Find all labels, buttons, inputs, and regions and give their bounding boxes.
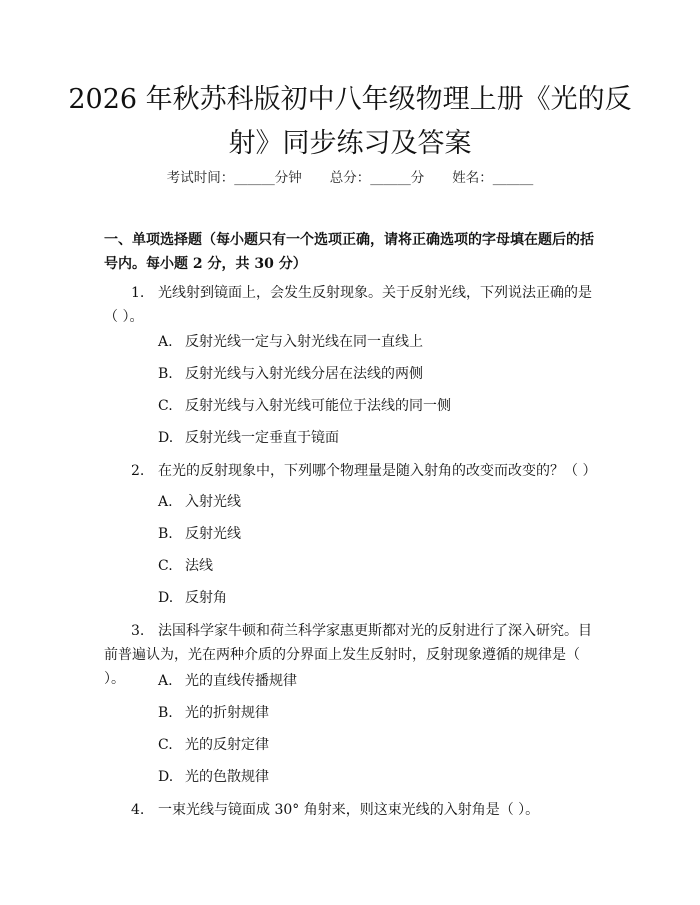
option-2b — [158, 524, 598, 544]
exam-time-field: 考试时间：______分钟 — [166, 170, 302, 186]
option-2c — [158, 556, 598, 576]
option-letter: A. — [158, 673, 173, 689]
question-number: 3. — [131, 623, 145, 639]
option-text: 光的反射定律 — [185, 737, 269, 753]
option-letter: D. — [158, 769, 174, 785]
question-text: 法国科学家牛顿和荷兰科学家惠更斯都对光的反射进行了深入研究。目前普遍认为，光在两种介质的分界面上发生反射时，反射现象遵循的规律是（ ）。 — [104, 623, 592, 687]
option-letter: B. — [158, 366, 173, 382]
option-text: 反射光线一定与入射光线在同一直线上 — [185, 334, 423, 350]
option-text: 入射光线 — [185, 494, 241, 510]
option-3d — [158, 767, 598, 787]
option-text: 反射光线一定垂直于镜面 — [185, 430, 339, 446]
option-1b — [158, 364, 598, 384]
question-2 — [104, 459, 598, 483]
option-text: 反射光线 — [185, 526, 241, 542]
option-letter: B. — [158, 705, 173, 721]
option-text: 反射光线与入射光线可能位于法线的同一侧 — [185, 398, 451, 414]
option-text: 光的折射规律 — [185, 705, 269, 721]
option-3c — [158, 735, 598, 755]
option-text: 法线 — [185, 558, 213, 574]
option-letter: C. — [158, 398, 173, 414]
option-letter: C. — [158, 737, 173, 753]
student-name-field: 姓名：______ — [452, 170, 534, 186]
option-text: 光的色散规律 — [185, 769, 269, 785]
question-4 — [104, 798, 598, 822]
total-score-field: 总分：______分 — [329, 170, 425, 186]
option-letter: B. — [158, 526, 173, 542]
option-letter: A. — [158, 334, 173, 350]
question-number: 4. — [131, 802, 145, 818]
section-heading: 一、单项选择题（每小题只有一个选项正确，请将正确选项的字母填在题后的括号内。每小题 2 分，共 30 分） — [104, 232, 594, 272]
option-text: 反射角 — [185, 590, 227, 606]
question-number: 2. — [131, 463, 145, 479]
option-letter: D. — [158, 590, 174, 606]
question-number: 1. — [131, 285, 145, 301]
question-text: 一束光线与镜面成 30° 角射来，则这束光线的入射角是（ ）。 — [158, 802, 540, 818]
exam-info-line — [0, 166, 700, 186]
option-3a — [158, 671, 598, 691]
option-letter: D. — [158, 430, 174, 446]
option-1d — [158, 428, 598, 448]
page-title: 2026 年秋苏科版初中八年级物理上册《光的反射》同步练习及答案 — [68, 84, 632, 159]
option-2d — [158, 588, 598, 608]
question-text: 光线射到镜面上，会发生反射现象。关于反射光线，下列说法正确的是（ ）。 — [104, 285, 592, 325]
option-text: 光的直线传播规律 — [185, 673, 297, 689]
option-letter: A. — [158, 494, 173, 510]
option-text: 反射光线与入射光线分居在法线的两侧 — [185, 366, 423, 382]
option-1c — [158, 396, 598, 416]
question-text: 在光的反射现象中，下列哪个物理量是随入射角的改变而改变的？（ ） — [158, 463, 597, 479]
option-letter: C. — [158, 558, 173, 574]
option-3b — [158, 703, 598, 723]
option-2a — [158, 492, 598, 512]
option-1a — [158, 332, 598, 352]
question-1 — [104, 281, 598, 329]
